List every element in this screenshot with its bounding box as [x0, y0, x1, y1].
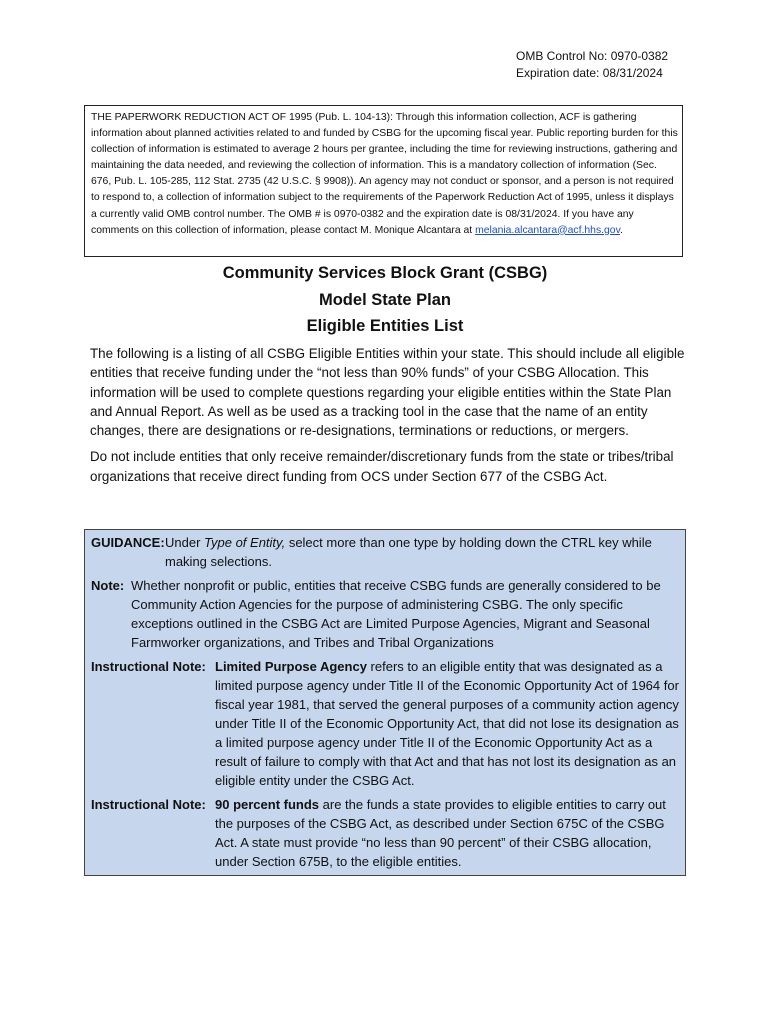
ninety-percent-definition: are the funds a state provides to eligible entities to carry out the purposes of the CSBG Act, as described under Section 675C of the CSBG Act. A state must provide “no less than 90 percent” of their CSBG allocation, under Section 675B, to the eligible entities. [215, 797, 666, 869]
instructional-note-text [215, 795, 679, 871]
omb-control-number: OMB Control No: 0970-0382 [516, 49, 669, 63]
guidance-label: GUIDANCE: [91, 535, 165, 550]
note-row [91, 576, 679, 652]
limited-purpose-definition: refers to an eligible entity that was designated as a limited purpose agency under Title II of the Economic Opportunity Act of 1964 for fiscal year 1981, that served the general purposes of a community action agency under Title II of the Economic Opportunity Act, that did not lose its designation as a limited purpose agency under Title II of the Economic Opportunity Act as a result of failure to comply with that Act and that has not lost its designation as an eligible entity under the CSBG Act. [215, 659, 679, 788]
title-line-3: Eligible Entities List [306, 317, 464, 335]
expiration-date: Expiration date: 08/31/2024 [516, 66, 663, 80]
note-label: Note: [91, 578, 125, 593]
document-title [0, 260, 770, 340]
instructional-note-row [91, 795, 679, 871]
intro-paragraph-2: Do not include entities that only receive remainder/discretionary funds from the state or tribes/tribal organizations that receive direct funding from OCS under Section 677 of the CSBG Act. [90, 449, 674, 484]
guidance-post: select more than one type by holding down the CTRL key while making selections. [165, 535, 652, 569]
instructional-note-label: Instructional Note: [91, 659, 206, 674]
note-text: Whether nonprofit or public, entities that receive CSBG funds are generally considered to be Community Action Agencies for the purpose of administering CSBG. The only specific exceptions outlined in the CSBG Act are Limited Purpose Agencies, Migrant and Seasonal Farmworker organizations, and Tribes and Tribal Organizations [131, 578, 661, 650]
omb-info [516, 48, 668, 82]
limited-purpose-term: Limited Purpose Agency [215, 659, 367, 674]
instructional-note-label: Instructional Note: [91, 797, 206, 812]
contact-email-link[interactable]: melania.alcantara@acf.hhs.gov [475, 224, 621, 236]
guidance-pre: Under [165, 535, 205, 550]
intro-paragraph-1: The following is a listing of all CSBG Eligible Entities within your state. This should include all eligible entities that receive funding under the “not less than 90% funds” of your CSBG Allocation. This information will be used to complete questions regarding your eligible entities within the State Plan and Annual Report. As well as be used as a tracking tool in the case that the name of an entity changes, there are designations or re-designations, terminations or reductions, or mergers. [90, 346, 685, 439]
ninety-percent-term: 90 percent funds [215, 797, 320, 812]
paperwork-end: . [620, 224, 623, 236]
paperwork-text: THE PAPERWORK REDUCTION ACT OF 1995 (Pub. L. 104-13): Through this information collection, ACF is gathering information about planned activities related to and funded by CSBG for the upcoming fiscal year. Public reporting burden for this collection of information is estimated to average 2 hours per grantee, including the time for reviewing instructions, gathering and maintaining the data needed, and reviewing the collection of information. This is a mandatory collection of information (Sec. 676, Pub. L. 105-285, 112 Stat. 2735 (42 U.S.C. § 9908)). An agency may not conduct or sponsor, and a person is not required to respond to, a collection of information subject to the requirements of the Paperwork Reduction Act of 1995, unless it displays a currently valid OMB control number. The OMB # is 0970-0382 and the expiration date is 08/31/2024. If you have any comments on this collection of information, please contact M. Monique Alcantara at [91, 112, 678, 236]
instructional-note-row [91, 657, 679, 790]
title-line-2: Model State Plan [318, 290, 452, 309]
intro-section [90, 344, 690, 493]
title-line-1: Community Services Block Grant (CSBG) [222, 264, 548, 282]
guidance-italic: Type of Entity, [204, 535, 286, 550]
instructional-note-text [215, 657, 679, 790]
guidance-row [91, 533, 679, 571]
paperwork-reduction-notice [84, 105, 683, 257]
guidance-box [84, 529, 686, 876]
guidance-text [165, 533, 679, 571]
